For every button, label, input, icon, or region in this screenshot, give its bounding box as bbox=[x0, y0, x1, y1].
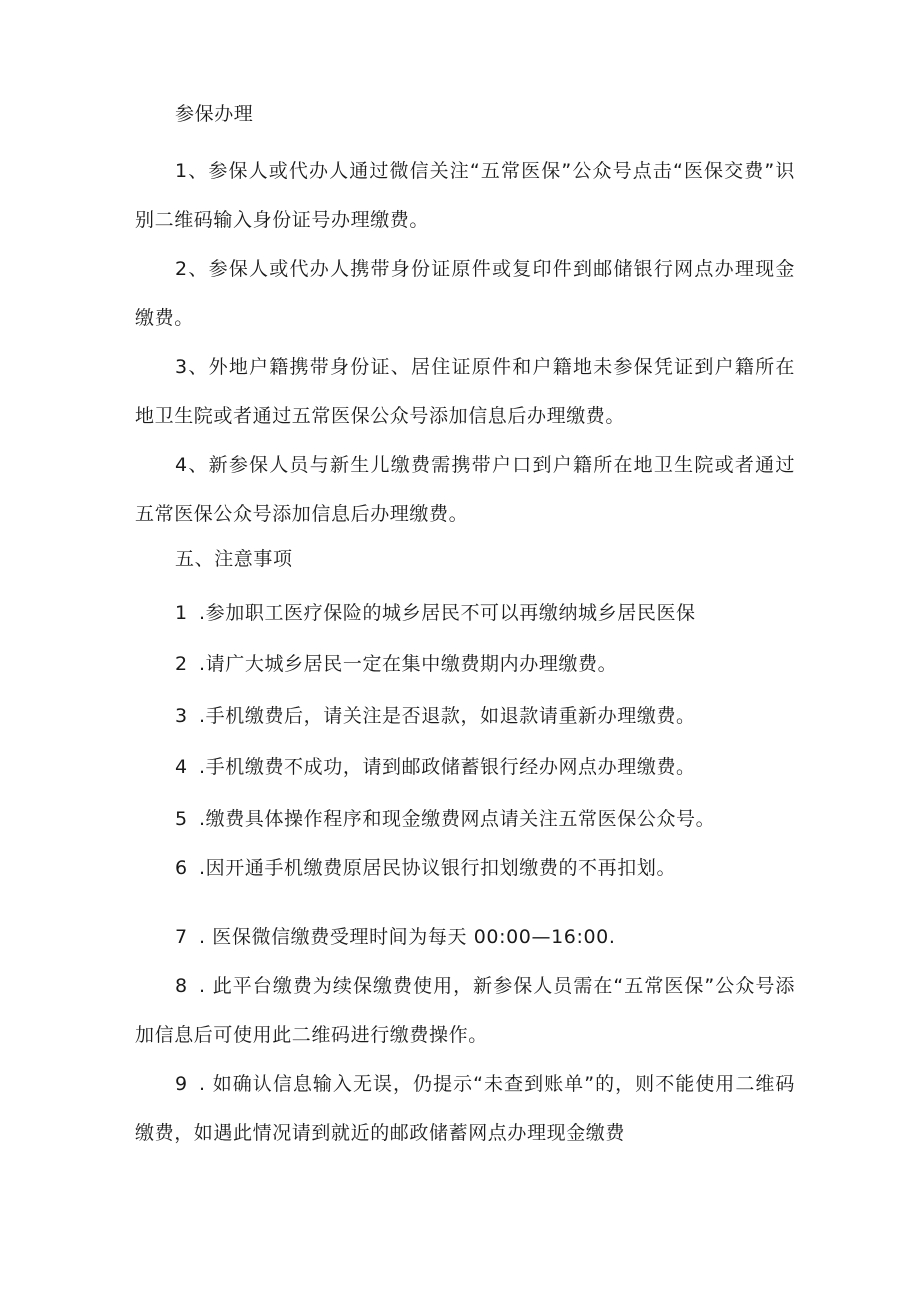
note-item-9 bbox=[135, 1060, 795, 1158]
note-text: .手机缴费后，请关注是否退款，如退款请重新办理缴费。 bbox=[199, 705, 696, 727]
section-title-notes: 五、注意事项 bbox=[175, 548, 293, 570]
note-text: .因开通手机缴费原居民协议银行扣划缴费的不再扣划。 bbox=[199, 857, 677, 879]
note-number: 7 bbox=[175, 926, 188, 948]
enroll-item-2: 2、参保人或代办人携带身份证原件或复印件到邮储银行网点办理现金缴费。 bbox=[135, 258, 795, 329]
enroll-item-1: 1、参保人或代办人通过微信关注“五常医保”公众号点击“医保交费”识别二维码输入身份证号办理缴费。 bbox=[135, 160, 795, 231]
note-text: .手机缴费不成功，请到邮政储蓄银行经办网点办理缴费。 bbox=[199, 756, 696, 778]
note-item-3 bbox=[175, 692, 696, 741]
note-item-2 bbox=[175, 640, 617, 689]
note-item-1 bbox=[175, 589, 696, 638]
enroll-item-3: 3、外地户籍携带身份证、居住证原件和户籍地未参保凭证到户籍所在地卫生院或者通过五常医保公众号添加信息后办理缴费。 bbox=[135, 356, 795, 427]
note-number: 1 bbox=[175, 602, 188, 624]
note-item-5 bbox=[175, 795, 715, 844]
note-number: 8 bbox=[175, 975, 188, 997]
note-number: 6 bbox=[175, 857, 188, 879]
note-number: 3 bbox=[175, 705, 188, 727]
note-number: 9 bbox=[175, 1073, 188, 1095]
note-number: 2 bbox=[175, 653, 188, 675]
note-text: . 此平台缴费为续保缴费使用，新参保人员需在“五常医保”公众号添加信息后可使用此二维码进行缴费操作。 bbox=[135, 975, 795, 1046]
note-item-8 bbox=[135, 962, 795, 1060]
enroll-item-4: 4、新参保人员与新生儿缴费需携带户口到户籍所在地卫生院或者通过五常医保公众号添加信息后办理缴费。 bbox=[135, 454, 795, 525]
note-number: 4 bbox=[175, 756, 188, 778]
note-text: .请广大城乡居民一定在集中缴费期内办理缴费。 bbox=[199, 653, 618, 675]
note-text: .缴费具体操作程序和现金缴费网点请关注五常医保公众号。 bbox=[199, 808, 716, 830]
note-text: .参加职工医疗保险的城乡居民不可以再缴纳城乡居民医保 bbox=[199, 602, 696, 624]
note-item-7 bbox=[175, 913, 615, 962]
note-item-6 bbox=[175, 844, 676, 893]
note-text: . 医保微信缴费受理时间为每天 00:00—16:00. bbox=[199, 926, 616, 948]
note-text: . 如确认信息输入无误，仍提示“未查到账单”的，则不能使用二维码缴费，如遇此情况请到就近的邮政储蓄网点办理现金缴费 bbox=[135, 1073, 795, 1144]
section-title-enrollment: 参保办理 bbox=[175, 103, 254, 125]
note-number: 5 bbox=[175, 808, 188, 830]
note-item-4 bbox=[175, 743, 696, 792]
